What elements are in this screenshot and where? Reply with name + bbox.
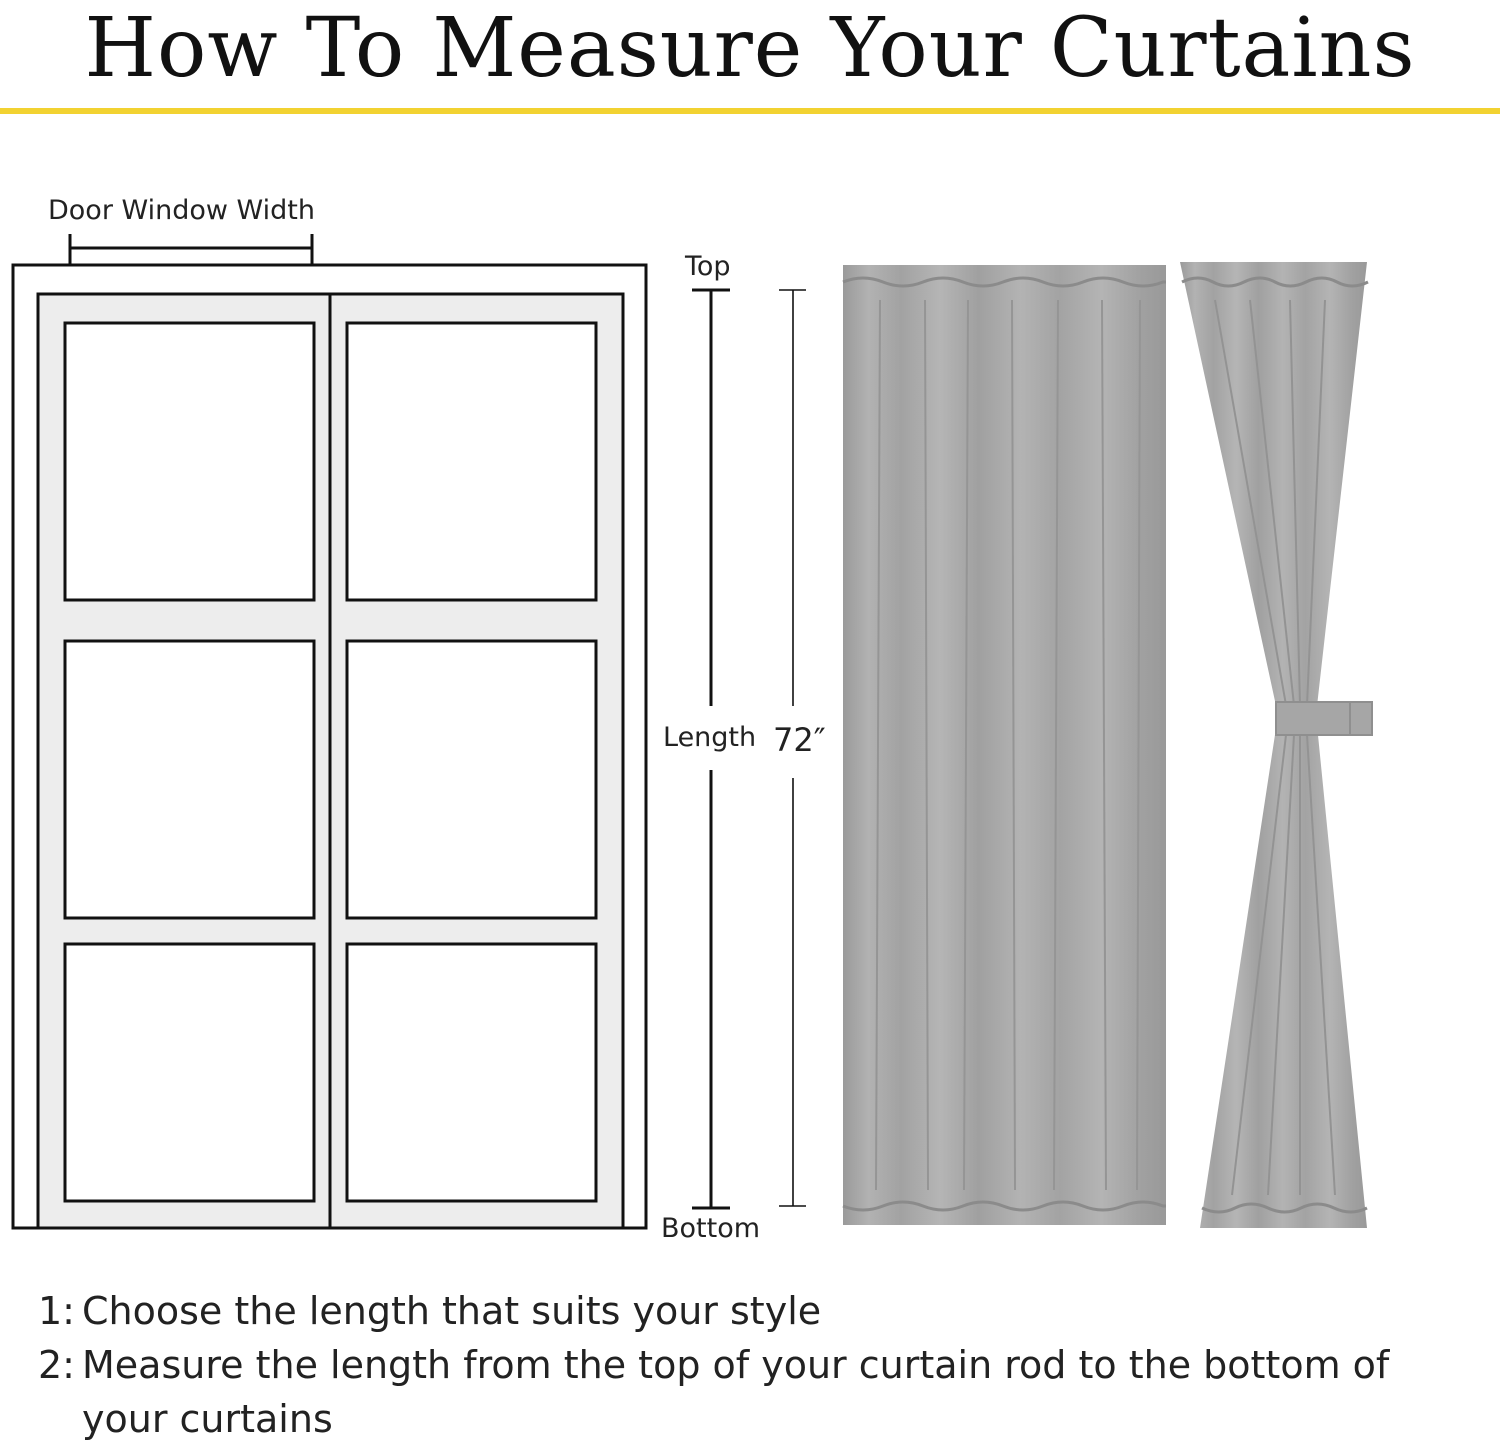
top-label: Top (685, 251, 731, 282)
curtain-straight (843, 265, 1166, 1225)
step-number: 2: (38, 1343, 75, 1387)
page-title: How To Measure Your Curtains (84, 1, 1416, 96)
step-text: Measure the length from the top of your curtain rod to the bottom of your curtains (82, 1343, 1390, 1441)
pane-right-bottom (347, 944, 596, 1201)
pane-left-top (65, 323, 314, 600)
length-value: 72″ (773, 721, 826, 759)
step-text: Choose the length that suits your style (82, 1289, 822, 1333)
instruction-list (38, 1284, 1478, 1446)
pane-left-middle (65, 641, 314, 918)
pane-right-middle (347, 641, 596, 918)
tieback-band (1276, 702, 1372, 735)
step-number: 1: (38, 1289, 75, 1333)
length-label: Length (663, 722, 757, 753)
width-label: Door Window Width (48, 195, 315, 226)
pane-right-top (347, 323, 596, 600)
bottom-label: Bottom (661, 1213, 761, 1244)
instruction-step (38, 1338, 1478, 1446)
instruction-step (38, 1284, 1478, 1338)
curtain-tied (1180, 262, 1372, 1228)
pane-left-bottom (65, 944, 314, 1201)
width-bracket (70, 234, 312, 264)
